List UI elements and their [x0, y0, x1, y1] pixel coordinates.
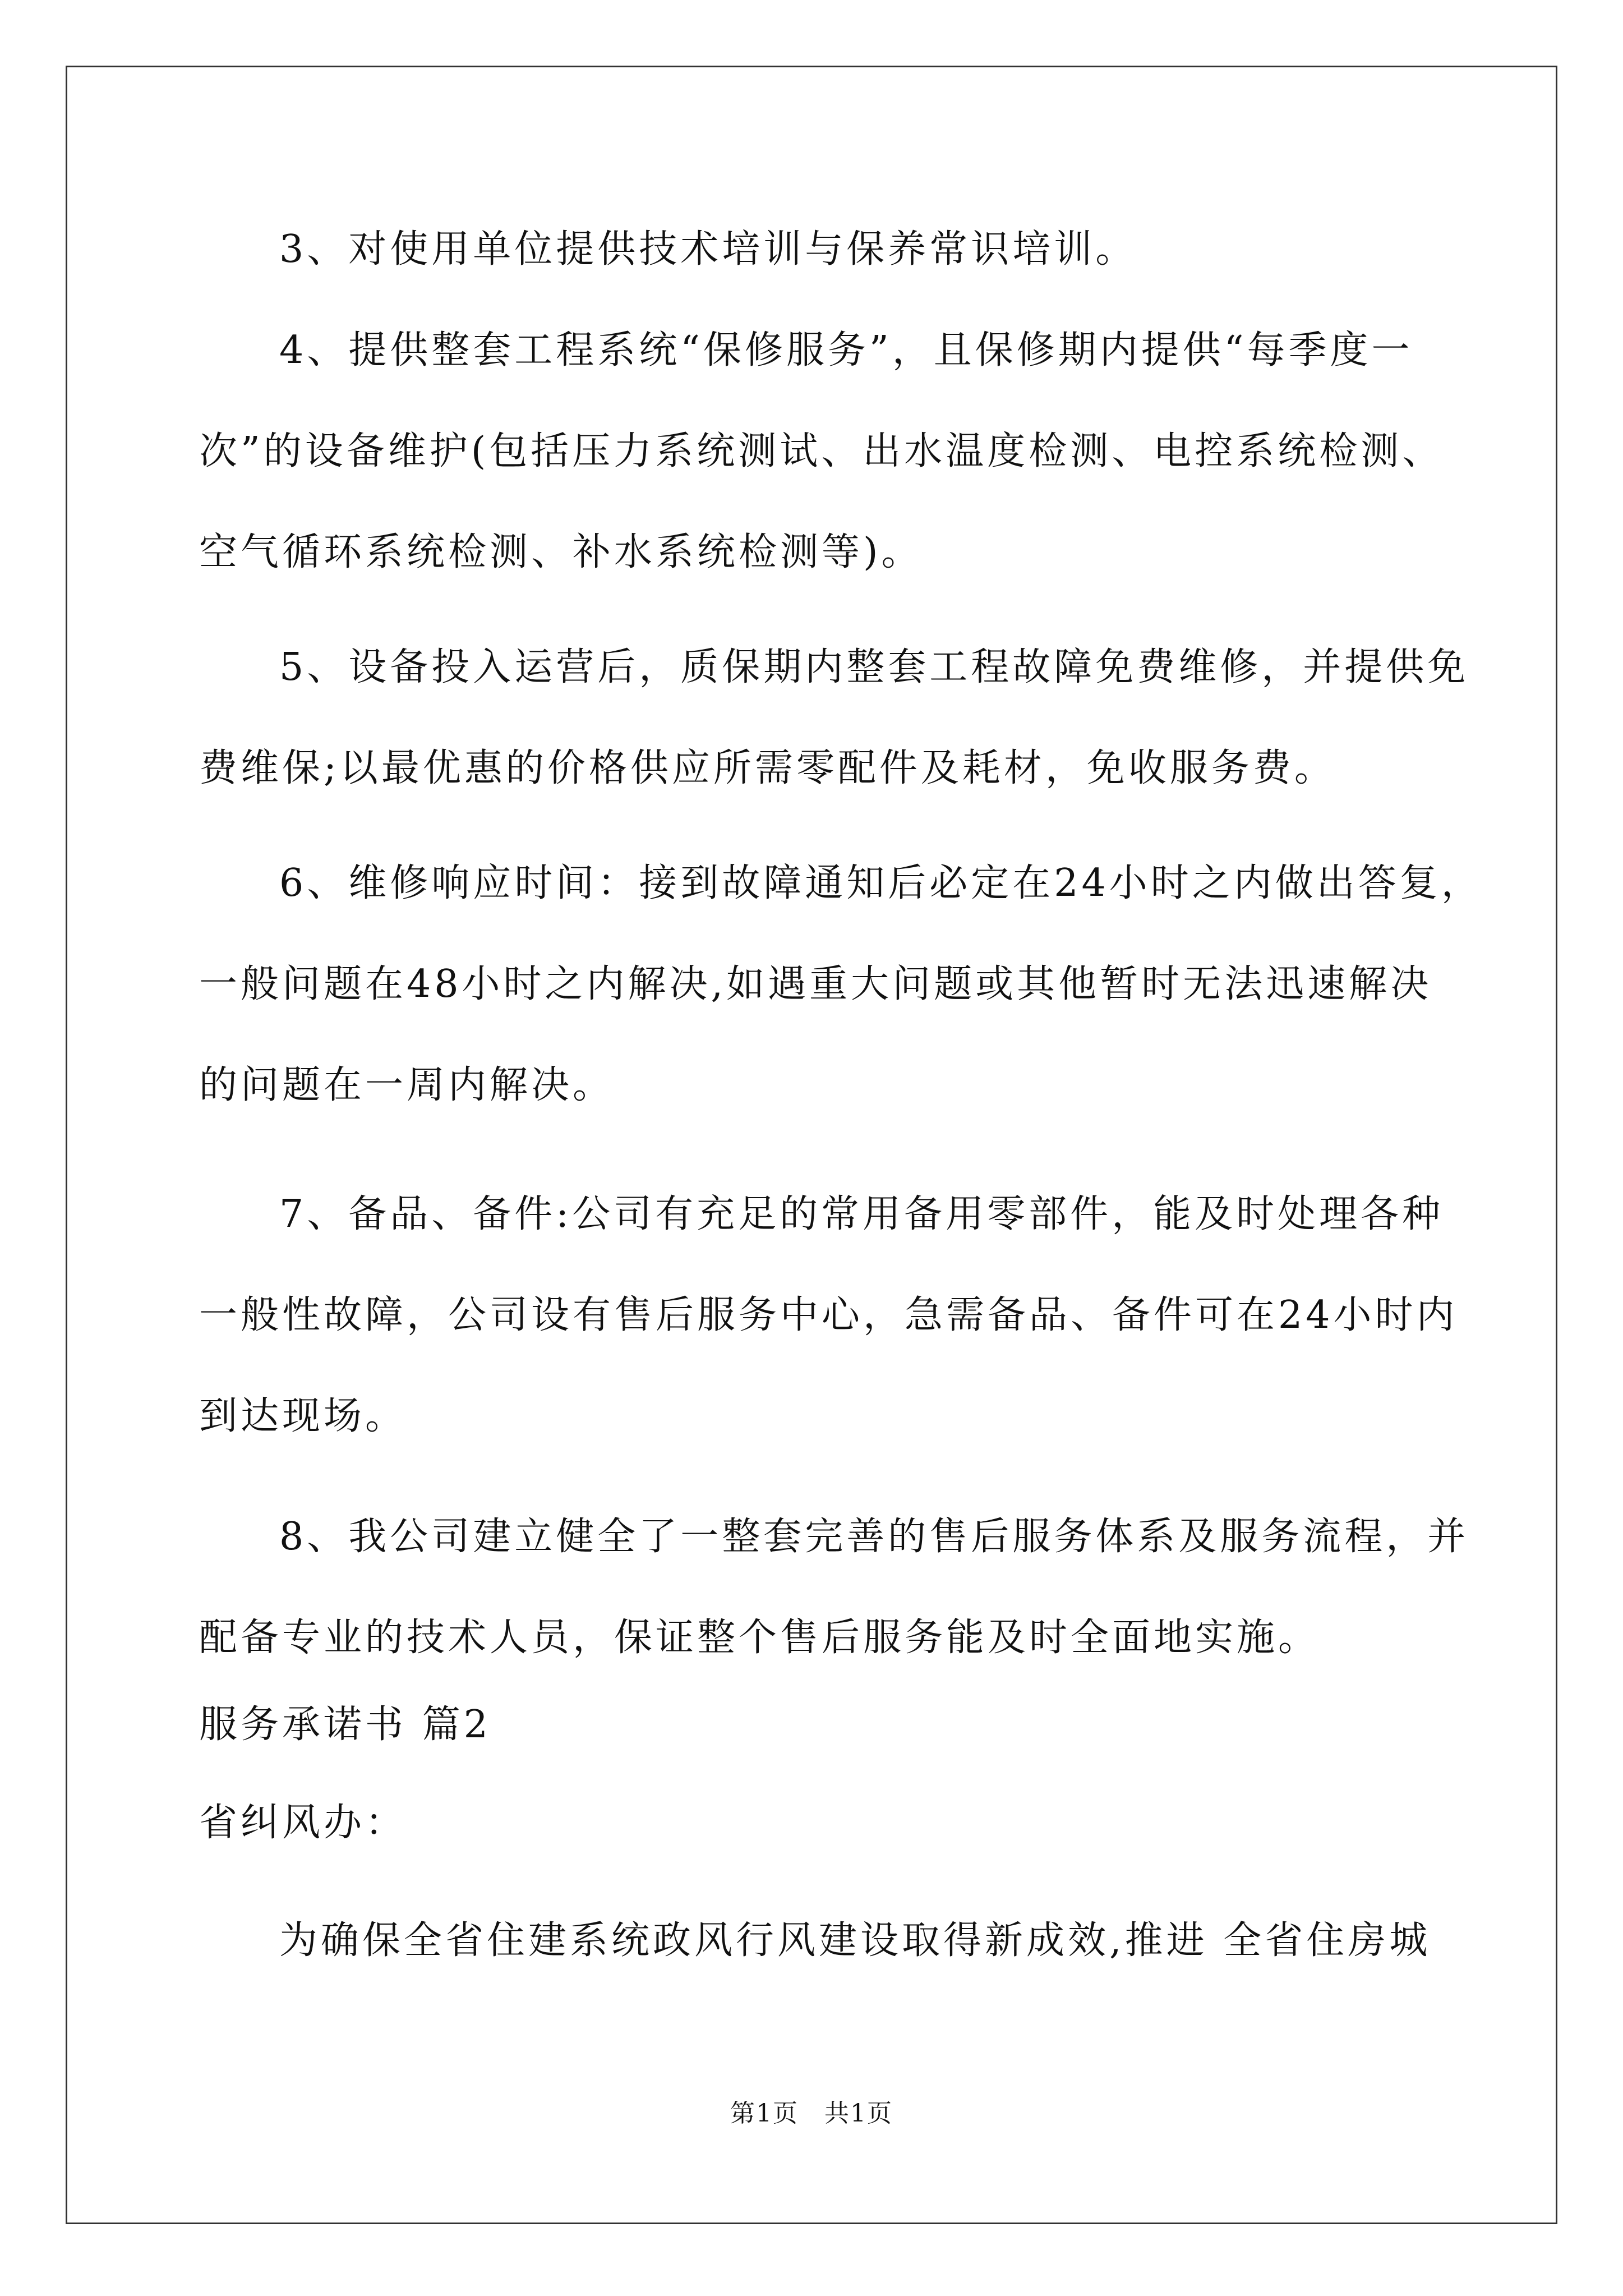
paragraph-line-6: 费维保;以最优惠的价格供应所需零配件及耗材，免收服务费。	[199, 746, 1336, 790]
paragraph-line-14: 配备专业的技术人员，保证整个售后服务能及时全面地实施。	[199, 1616, 1320, 1660]
section-heading: 服务承诺书 篇2	[199, 1703, 491, 1747]
page-footer: 第1页 共1页	[730, 2099, 893, 2128]
paragraph-line-13: 8、我公司建立健全了一整套完善的售后服务体系及服务流程，并	[279, 1515, 1469, 1559]
paragraph-line-8: 一般问题在48小时之内解决,如遇重大问题或其他暂时无法迅速解决	[199, 962, 1432, 1006]
paragraph-line-11: 一般性故障，公司设有售后服务中心，急需备品、备件可在24小时内	[199, 1293, 1458, 1337]
paragraph-line-2: 4、提供整套工程系统“保修服务”，且保修期内提供“每季度一	[279, 328, 1413, 372]
paragraph-line-17: 为确保全省住建系统政风行风建设取得新成效,推进 全省住房城	[279, 1918, 1431, 1963]
paragraph-line-5: 5、设备投入运营后，质保期内整套工程故障免费维修，并提供免	[279, 645, 1469, 689]
paragraph-line-12: 到达现场。	[199, 1394, 407, 1438]
paragraph-line-4: 空气循环系统检测、补水系统检测等)。	[199, 530, 923, 574]
paragraph-line-1: 3、对使用单位提供技术培训与保养常识培训。	[279, 227, 1137, 272]
paragraph-line-3: 次”的设备维护(包括压力系统测试、出水温度检测、电控系统检测、	[199, 429, 1444, 473]
page-border	[66, 66, 1557, 2224]
paragraph-line-7: 6、维修响应时间：接到故障通知后必定在24小时之内做出答复，	[279, 861, 1483, 905]
paragraph-line-9: 的问题在一周内解决。	[199, 1063, 615, 1107]
salutation: 省纠风办：	[199, 1801, 407, 1845]
paragraph-line-10: 7、备品、备件:公司有充足的常用备用零部件，能及时处理各种	[279, 1192, 1444, 1236]
